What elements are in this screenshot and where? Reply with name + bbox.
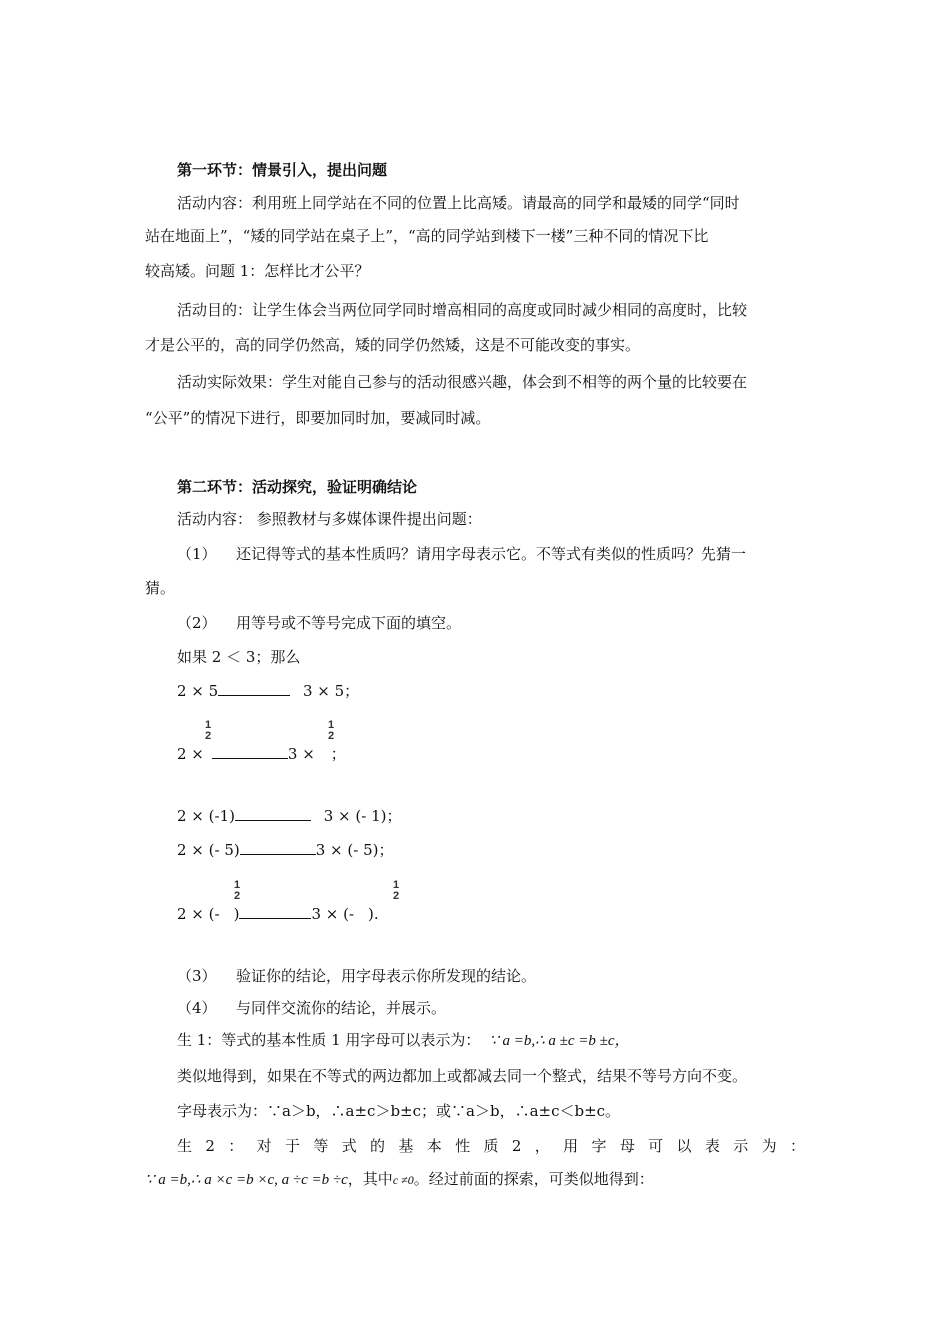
section2-heading: 第二环节：活动探究，验证明确结论 [177, 478, 418, 496]
section1-content-line3: 较高矮。问题 1：怎样比才公平？ [145, 262, 370, 280]
section1-effect-line2: “公平”的情况下进行，即要加同时加，要减同时减。 [145, 409, 491, 427]
exercise-1-left: 2 × 5 [177, 682, 219, 700]
student1-line3: 字母表示为：∵a＞b，∴a±c＞b±c；或∵a＞b，∴a±c＜b±c。 [177, 1102, 621, 1120]
student1-formula: ∵ a =b,∴ a ±c =b ±c， [489, 1033, 630, 1049]
fraction-one-half: 1 2 [328, 719, 335, 742]
exercise-4-left: 2 × (- 5) [177, 841, 240, 859]
exercise-2-end: ； [330, 745, 346, 763]
section1-effect-line1: 活动实际效果：学生对能自己参与的活动很感兴趣，体会到不相等的两个量的比较要在 [177, 373, 748, 391]
exercise-5-end: ). [368, 905, 379, 923]
exercise-1-blank[interactable] [218, 681, 290, 696]
exercise-2-blank[interactable] [212, 744, 288, 759]
exercise-1 [177, 681, 359, 701]
question-1-line2: 猜。 [145, 579, 176, 597]
question-4-number: （4） [177, 999, 217, 1017]
exercise-5-left: 2 × (- [177, 905, 220, 923]
exercise-5 [177, 904, 379, 924]
exercise-5-mid: ) [233, 905, 240, 923]
fraction-one-half: 1 2 [234, 879, 241, 902]
student1-line1: 生 1：等式的基本性质 1 用字母可以表示为： ∵ a =b,∴ a ±c =b ±c， [177, 1031, 630, 1049]
section1-purpose-line1: 活动目的：让学生体会当两位同学同时增高相同的高度或同时减少相同的高度时，比较 [177, 301, 748, 319]
exercise-3-blank[interactable] [235, 806, 311, 821]
exercise-2-right: 3 × [287, 745, 315, 763]
exercise-5-right: 3 × (- [311, 905, 355, 923]
question-1-number: （1） [177, 545, 217, 563]
student2-formula: ∵ a =b,∴ a ×c =b ×c, a ÷c =b ÷c [145, 1172, 348, 1188]
exercise-3-left: 2 × (-1) [177, 807, 235, 825]
section1-heading: 第一环节：情景引入，提出问题 [177, 161, 388, 179]
section1-purpose-line2: 才是公平的，高的同学仍然高，矮的同学仍然矮，这是不可能改变的事实。 [145, 336, 641, 354]
student2-line2: ∵ a =b,∴ a ×c =b ×c, a ÷c =b ÷c，其中c ≠0。经过前面的探索，可类似地得到： [145, 1170, 654, 1188]
exercise-4-blank[interactable] [240, 840, 316, 855]
question-4-text: 与同伴交流你的结论，并展示。 [236, 999, 447, 1017]
exercise-4 [177, 840, 393, 860]
question-3-number: （3） [177, 967, 217, 985]
section2-content: 活动内容： 参照教材与多媒体课件提出问题： [177, 510, 482, 528]
exercise-5-blank[interactable] [239, 904, 311, 919]
question-2-number: （2） [177, 614, 217, 632]
fraction-one-half: 1 2 [393, 879, 400, 902]
question-3-text: 验证你的结论，用字母表示你所发现的结论。 [236, 967, 537, 985]
question-1-line1: 还记得等式的基本性质吗？请用字母表示它。不等式有类似的性质吗？先猜一 [236, 545, 747, 563]
section1-content-line2: 站在地面上”，“矮的同学站在桌子上”，“高的同学站到楼下一楼”三种不同的情况下比 [145, 227, 709, 245]
student2-line1: 生 2 ： 对 于 等 式 的 基 本 性 质 2 ， 用 字 母 可 以 表 示 为 ： [177, 1137, 805, 1155]
exercise-3-right: 3 × (- 1)； [323, 807, 402, 825]
student2-condition: c ≠0 [392, 1173, 414, 1187]
exercise-2 [177, 744, 346, 764]
fraction-one-half: 1 2 [205, 719, 212, 742]
exercise-2-left: 2 × [177, 745, 204, 763]
exercise-1-right: 3 × 5； [302, 682, 360, 700]
section1-content-line1: 活动内容：利用班上同学站在不同的位置上比高矮。请最高的同学和最矮的同学“同时 [177, 194, 740, 212]
if-condition-line: 如果 2 ＜ 3；那么 [177, 648, 301, 666]
question-2-text: 用等号或不等号完成下面的填空。 [236, 614, 462, 632]
exercise-4-right: 3 × (- 5)； [315, 841, 394, 859]
exercise-3 [177, 806, 401, 826]
student1-line2: 类似地得到，如果在不等式的两边都加上或都减去同一个整式，结果不等号方向不变。 [177, 1067, 748, 1085]
